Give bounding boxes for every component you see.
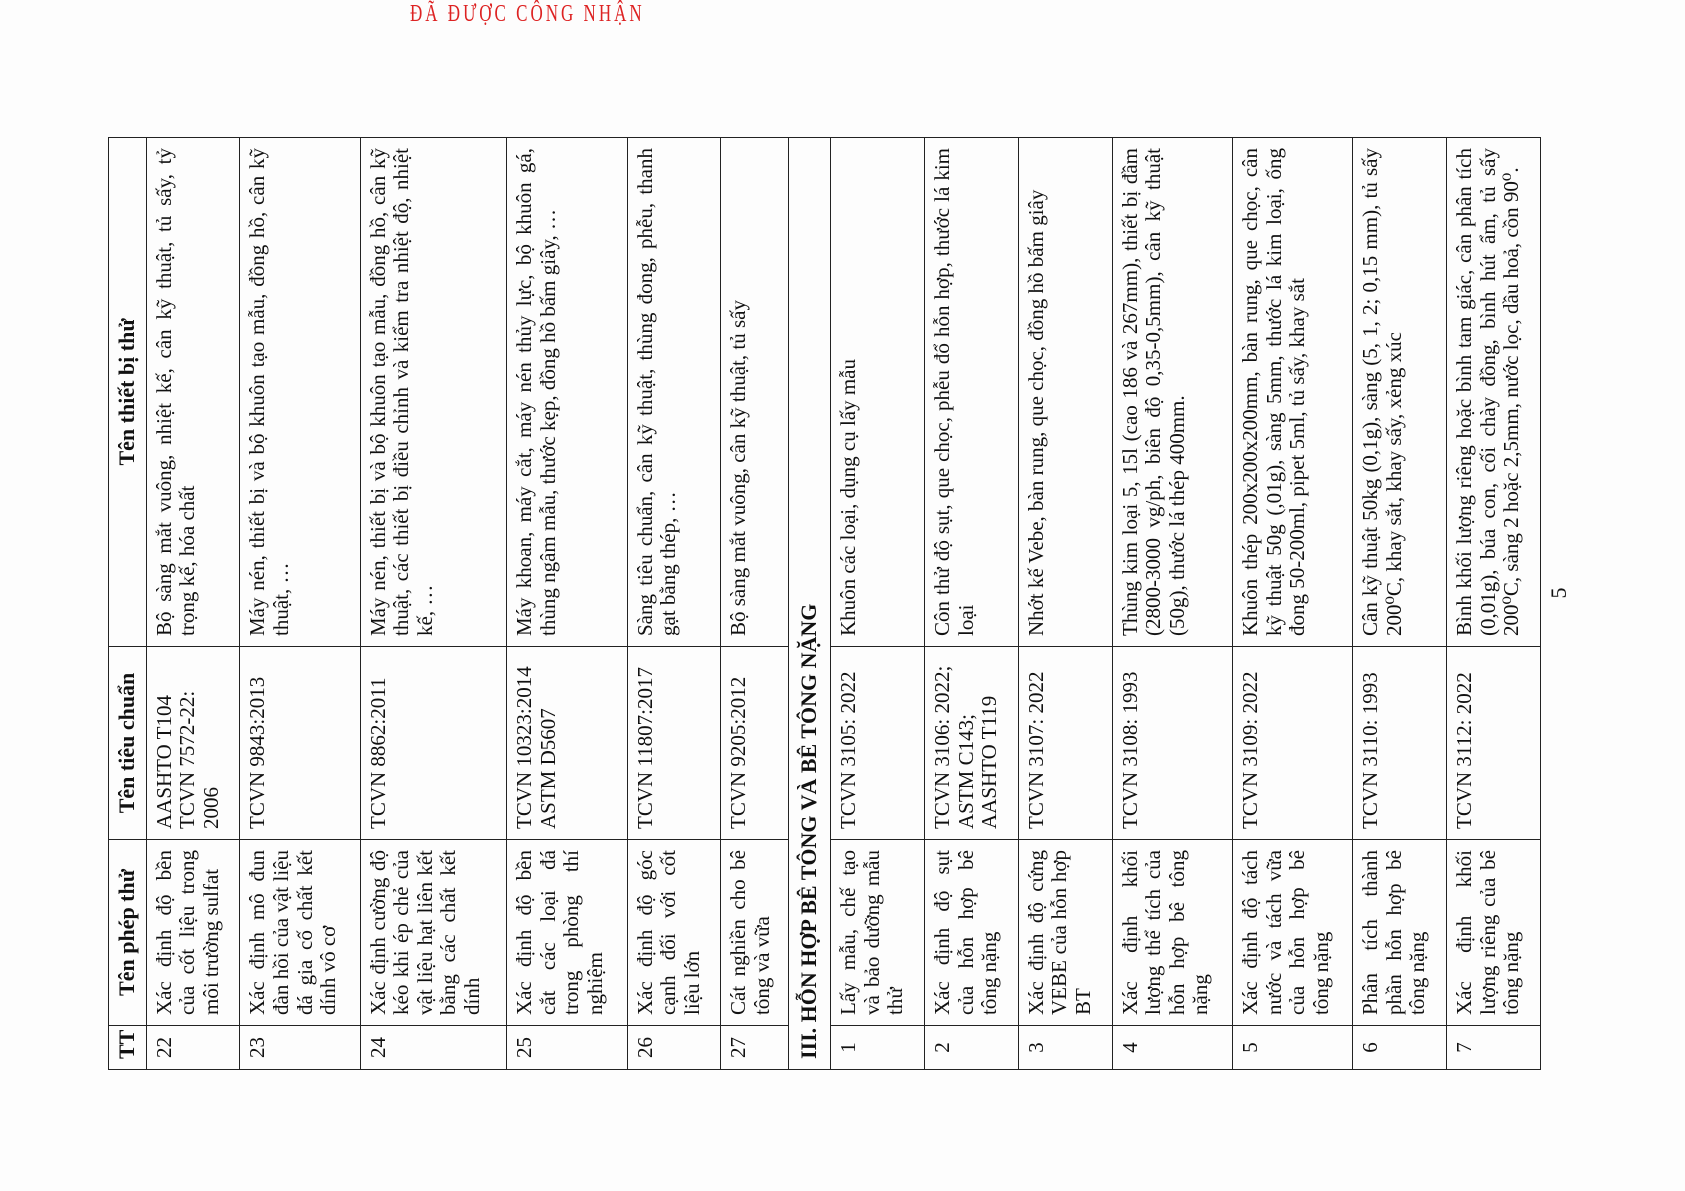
equipment-cell: Bình khối lượng riêng hoặc bình tam giác, cân phân tích (0,01g), búa con, cối chày đồng, bình hút ẩm, tủ sấy 200⁰C, sàng 2 hoặc 2,5mm, nước lọc, dầu hoả, cồn 90⁰.	[1447, 138, 1541, 647]
standard-cell	[1447, 647, 1541, 840]
test-name-cell: Xác định độ bền cắt các loại đá trong phòng thí nghiệm	[507, 840, 627, 1026]
header-test-name: Tên phép thử	[109, 840, 147, 1026]
test-name-cell: Lấy mẫu, chế tạo và bảo dưỡng mẫu thử	[831, 840, 925, 1026]
equipment-cell: Khuôn các loại, dụng cụ lấy mẫu	[831, 138, 925, 647]
standard-cell	[1112, 647, 1232, 840]
rows-after-section	[831, 138, 1541, 1070]
test-name-cell: Xác định độ sụt của hỗn hợp bê tông nặng	[925, 840, 1019, 1026]
red-stamp-mark: ĐÃ ĐƯỢC CÔNG NHẬN	[410, 0, 645, 27]
standard-cell	[507, 647, 627, 840]
table-row	[146, 138, 240, 1070]
row-number: 5	[1233, 1026, 1353, 1070]
row-number: 2	[925, 1026, 1019, 1070]
standard-code: TCVN 7572-22: 2006	[175, 690, 223, 829]
standard-cell	[240, 647, 360, 840]
equipment-cell: Nhớt kế Vebe, bàn rung, que chọc, đồng hồ bấm giây	[1018, 138, 1112, 647]
test-name-cell: Xác định khối lượng thể tích của hỗn hợp bê tông nặng	[1112, 840, 1232, 1026]
test-name-cell: Xác định cường độ kéo khi ép chẻ của vật liệu hạt liên kết bằng các chất kết dính	[360, 840, 507, 1026]
standard-cell	[1018, 647, 1112, 840]
header-equipment-name: Tên thiết bị thử	[109, 138, 147, 647]
standard-code: AASHTO T104	[151, 695, 176, 829]
standard-code: TCVN 9205:2012	[726, 676, 751, 829]
row-number: 4	[1112, 1026, 1232, 1070]
row-number: 6	[1353, 1026, 1447, 1070]
row-number: 1	[831, 1026, 925, 1070]
standard-code: TCVN 3108: 1993	[1117, 671, 1142, 829]
header-tt: TT	[109, 1026, 147, 1070]
equipment-cell: Thùng kim loại 5, 15l (cao 186 và 267mm), thiết bị đầm (2800-3000 vg/ph, biên độ 0,35-0,5mm), cân kỹ thuật (50g), thước lá thép 400mm.	[1112, 138, 1232, 647]
row-number: 7	[1447, 1026, 1541, 1070]
equipment-cell: Máy nén, thiết bị và bộ khuôn tạo mẫu, đồng hồ, cân kỹ thuật, các thiết bị điều chỉnh và kiểm tra nhiệt độ, nhiệt kế, …	[360, 138, 507, 647]
standard-code: TCVN 3112: 2022	[1452, 672, 1477, 829]
row-number: 23	[240, 1026, 360, 1070]
test-name-cell: Xác định độ bền của cốt liệu trong môi trường sulfat	[146, 840, 240, 1026]
equipment-cell: Bộ sàng mắt vuông, cân kỹ thuật, tủ sấy	[721, 138, 788, 647]
row-number: 25	[507, 1026, 627, 1070]
test-name-cell: Cát nghiền cho bê tông và vữa	[721, 840, 788, 1026]
table-row	[627, 138, 721, 1070]
standard-cell	[1233, 647, 1353, 840]
test-name-cell: Xác định độ tách nước và tách vữa của hỗn hợp bê tông nặng	[1233, 840, 1353, 1026]
test-name-cell: Xác định khối lượng riêng của bê tông nặng	[1447, 840, 1541, 1026]
test-name-cell: Xác định độ góc cạnh đối với cốt liệu lớn	[627, 840, 721, 1026]
row-number: 26	[627, 1026, 721, 1070]
table-row	[1018, 138, 1112, 1070]
table-row	[507, 138, 627, 1070]
standard-cell	[1353, 647, 1447, 840]
equipment-cell: Máy khoan, máy cắt, máy nén thủy lực, bộ khuôn gá, thùng ngâm mẫu, thước kẹp, đồng hồ bấm giây, …	[507, 138, 627, 647]
rotated-page	[108, 138, 1541, 1070]
equipment-cell: Côn thử độ sụt, que chọc, phễu đổ hỗn hợp, thước lá kim loại	[925, 138, 1019, 647]
row-number: 27	[721, 1026, 788, 1070]
section-row	[788, 138, 830, 1070]
standard-code: TCVN 10323:2014	[512, 666, 537, 829]
standard-cell	[831, 647, 925, 840]
row-number: 22	[146, 1026, 240, 1070]
standard-cell	[721, 647, 788, 840]
test-name-cell: Phân tích thành phần hỗn hợp bê tông nặng	[1353, 840, 1447, 1026]
equipment-cell: Bộ sàng mắt vuông, nhiệt kế, cân kỹ thuật, tủ sấy, tỷ trọng kế, hóa chất	[146, 138, 240, 647]
test-name-cell: Xác định độ cứng VEBE của hỗn hợp BT	[1018, 840, 1112, 1026]
standard-code: TCVN 11807:2017	[632, 667, 657, 829]
test-equipment-table	[108, 137, 1541, 1070]
table-row	[360, 138, 507, 1070]
row-number: 24	[360, 1026, 507, 1070]
standard-cell	[627, 647, 721, 840]
standard-code: ASTM C143;	[953, 714, 978, 829]
table-header-row	[109, 138, 147, 1070]
standard-cell	[146, 647, 240, 840]
standard-cell	[925, 647, 1019, 840]
table-row	[925, 138, 1019, 1070]
equipment-cell: Máy nén, thiết bị và bộ khuôn tạo mẫu, đồng hồ, cân kỹ thuật, …	[240, 138, 360, 647]
table-row	[1112, 138, 1232, 1070]
test-name-cell: Xác định mô đun đàn hồi của vật liệu đá gia cố chất kết dính vô cơ	[240, 840, 360, 1026]
rows-before-section	[146, 138, 788, 1070]
standard-code: TCVN 3105: 2022	[836, 671, 861, 829]
standard-code: TCVN 3109: 2022	[1238, 671, 1262, 829]
standard-code: AASHTO T119	[977, 695, 1002, 829]
page-number: 5	[1546, 587, 1571, 599]
table-row	[1233, 138, 1353, 1070]
standard-cell	[360, 647, 507, 840]
standard-code: ASTM D5607	[535, 708, 560, 829]
standard-code: TCVN 3106: 2022;	[930, 665, 955, 829]
header-standard-name: Tên tiêu chuẩn	[109, 647, 147, 840]
row-number: 3	[1018, 1026, 1112, 1070]
equipment-cell: Khuôn thép 200x200x200mm, bàn rung, que chọc, cân kỹ thuật 50g (,01g), sàng 5mm, thước lá kim loại, ống đong 50-200ml, pipet 5ml, tủ sấy, khay sắt	[1233, 138, 1353, 647]
standard-code: TCVN 8862:2011	[365, 677, 390, 829]
standard-code: TCVN 3110: 1993	[1358, 672, 1383, 829]
table-row	[831, 138, 925, 1070]
equipment-cell: Cân kỹ thuật 50kg (0,1g), sàng (5, 1, 2; 0,15 mm), tủ sấy 200⁰C, khay sắt, khay sấy, xẻng xúc	[1353, 138, 1447, 647]
table-row	[240, 138, 360, 1070]
equipment-cell: Sàng tiêu chuẩn, cân kỹ thuật, thùng đong, phễu, thanh gạt bằng thép, …	[627, 138, 721, 647]
table-row	[1353, 138, 1447, 1070]
table-row	[1447, 138, 1541, 1070]
standard-code: TCVN 3107: 2022	[1023, 671, 1048, 829]
section-title: III. HỖN HỢP BÊ TÔNG VÀ BÊ TÔNG NẶNG	[788, 138, 830, 1070]
table-row	[721, 138, 788, 1070]
standard-code: TCVN 9843:2013	[245, 676, 270, 829]
